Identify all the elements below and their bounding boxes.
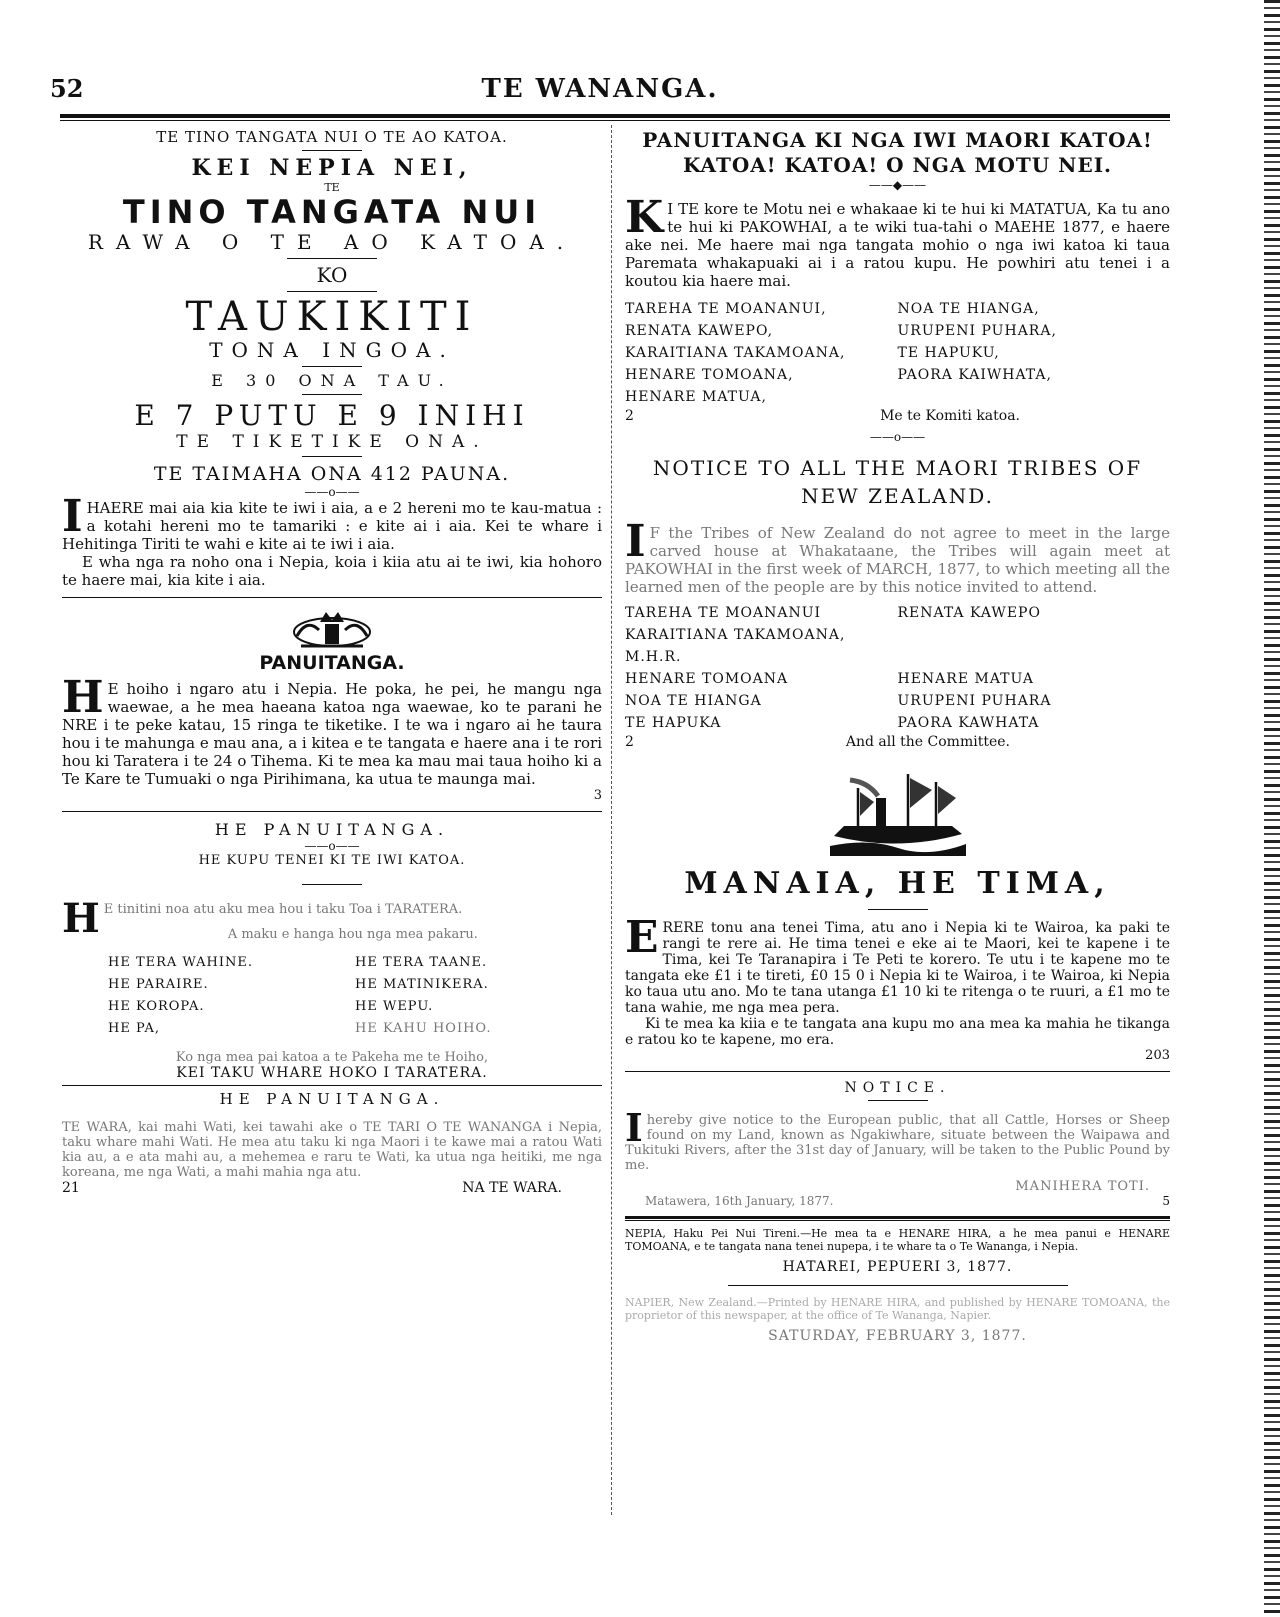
notice-signoff [625,734,1170,750]
giant-height: E 7 PUTU E 9 INIHI [134,399,530,432]
notice-body: TE WARA, kai mahi Wati, kei tawahi ake o TE TARI O TE WANANGA i Nepia, taku whare mahi Wati. He mea atu taku ki nga Maori i te kawe mai a ratou Wati kia au, a e ata mahi au, a mehemea e raru te Wati, ka utua nga heitiki, me nga koreana, me nga Wati, a mahi mahia nga atu. [62,1120,602,1180]
rule [728,1285,1068,1286]
imprint [625,1227,1170,1344]
committee-line: And all the Committee. [845,734,1010,750]
notice-body: E tinitini noa atu aku mea hou i taku Toa i TARATERA. [103,902,463,917]
dateline: Matawera, 16th January, 1877. [645,1194,834,1208]
hui-notice-maori [625,128,1170,444]
rule [302,366,362,367]
lost-horse-notice [62,606,602,803]
right-column [625,128,1170,1344]
notice-body: I TE kore te Motu nei e whakaae ki te hui ki MATATUA, Ka tu ano te hui ki PAKOWHAI, a te wiki tua-tahi o MAEHE 1877, e haere ake nei. Me haere mai nga tangata mohio o nga iwi katoa ki taua Paremata whakapuaki ai i a ratou kupu. He powhiri atu tenei i a koutou kia haere mai. [625,200,1170,290]
list-item: TE HAPUKA [625,715,722,731]
ad-number: 203 [1145,1048,1170,1063]
notice-title: NOTICE. [844,1080,951,1096]
giant-ad-te: TE [324,181,340,194]
imprint-text-english: NAPIER, New Zealand.—Printed by HENARE HIRA, and published by HENARE TOMOANA, the proprietor of this newspaper, at the office of Te Wananga, Napier. [625,1296,1170,1322]
rule [302,456,362,457]
notice-subtitle: HE KUPU TENEI KI TE IWI KATOA. [198,853,466,868]
drop-cap: E [625,912,659,963]
column-divider [611,125,612,1515]
section-rule [62,597,602,598]
list-item: KARAITIANA TAKAMOANA, M.H.R. [625,627,846,665]
notice-title: PANUITANGA. [259,652,405,674]
page-number: 52 [50,74,84,103]
drop-cap: I [62,491,83,542]
rule [868,909,928,910]
drop-cap: H [62,672,104,723]
imprint-date-english: SATURDAY, FEBRUARY 3, 1877. [768,1328,1027,1344]
drop-cap: I [625,1105,643,1150]
list-item: KARAITIANA TAKAMOANA, [625,345,846,361]
masthead-rule-thin [60,120,1170,121]
list-item: HE TERA WAHINE. [108,955,253,970]
ad-number: 3 [593,788,602,803]
imprint-date: HATAREI, PEPUERI 3, 1877. [782,1259,1013,1275]
notice-signoff [625,408,1170,424]
list-item: HENARE TOMOANA [625,671,789,687]
watchmaker-notice [62,1090,602,1196]
rule [302,394,362,395]
rule [868,1100,928,1101]
notice-body: F the Tribes of New Zealand do not agree to meet in the large carved house at Whakataane, the Tribes will again meet at PAKOWHAI in the first week of MARCH, 1877, to which meeting all the learned men of the people are by this notice invited to attend. [625,524,1170,596]
list-item: TAREHA TE MOANANUI, [625,301,827,317]
list-item: NOA TE HIANGA, [897,301,1040,317]
list-item: URUPENI PUHARA [897,693,1052,709]
list-item: TAREHA TE MOANANUI [625,605,822,621]
list-item: HE TERA TAANE. [355,955,488,970]
list-item: HE PA, [108,1021,161,1036]
giant-ad-ko: KO [316,263,348,287]
rule [287,291,377,292]
list-item: HENARE MATUA, [625,389,767,405]
section-rule [625,1071,1170,1072]
list-item: HENARE TOMOANA, [625,367,794,383]
giant-ad-headline: TINO TANGATA NUI [122,193,542,231]
signature: NA TE WARA. [462,1180,562,1196]
section-rule [62,1085,602,1086]
royal-crest-icon [287,606,377,652]
ornament: ——o—— [304,485,360,499]
notice-body-2: A maku e hanga hou nga mea pakaru. [227,927,478,942]
list-item: PAORA KAWHATA [897,715,1040,731]
list-item: RENATA KAWEPO [897,605,1041,621]
giant-ad [62,128,602,589]
imprint-rule-thin [625,1220,1170,1221]
drop-cap: K [625,192,664,243]
list-item: RENATA KAWEPO, [625,323,774,339]
signatory-list [625,298,1170,408]
ad-number: 21 [62,1180,80,1196]
notice-footer-2: KEI TAKU WHARE HOKO I TARATERA. [176,1065,488,1081]
ornament: ——o—— [304,839,360,853]
steamer-notice [625,768,1170,1063]
steamship-icon [828,768,968,858]
left-column [62,128,602,1196]
notice-body-2: Ki te mea ka kiia e te tangata ana kupu mo ana mea ka mahia he tikanga e ratou ko te kapene, mo era. [625,1016,1170,1048]
hui-notice-english [625,454,1170,750]
signature: MANIHERA TOTI. [1015,1179,1150,1194]
ad-number: 5 [1162,1194,1170,1208]
notice-title: HE PANUITANGA. [214,820,450,839]
list-item: NOA TE HIANGA [625,693,762,709]
giant-height-sub: TE TIKETIKE ONA. [176,432,488,452]
notice-title: HE PANUITANGA. [219,1090,445,1108]
notice-title: NOTICE TO ALL THE MAORI TRIBES OF NEW ZEALAND. [652,456,1143,508]
imprint-rule-thick [625,1216,1170,1219]
list-item [898,386,1171,408]
notice-body: hereby give notice to the European public, that all Cattle, Horses or Sheep found on my Land, known as Ngakiwhare, situate between the Waipawa and Tukituki Rivers, after the 31st day of January, will be taken to the Public Pound by me. [625,1113,1170,1173]
list-item: HE WEPU. [355,999,434,1014]
giant-weight: TE TAIMAHA ONA 412 PAUNA. [153,463,511,485]
notice-footer: Ko nga mea pai katoa a te Pakeha me te Hoiho, [175,1050,489,1065]
giant-ad-location: KEI NEPIA NEI, [191,155,473,181]
giant-ad-kicker: TE TINO TANGATA NUI O TE AO KATOA. [156,128,508,146]
signatory-list [625,602,1170,734]
giant-ad-body-2: E wha nga ra noho ona i Nepia, koia i kiia atu ai te iwi, kia hohoro te haere mai, kia kite i aia. [62,553,602,589]
drop-cap: H [62,895,100,942]
rule [302,884,362,885]
ad-number: 2 [625,408,634,424]
list-item [898,624,1171,668]
rule [302,150,362,151]
masthead-rule-thick [60,114,1170,118]
item-list [62,952,602,1040]
giant-age: E 30 ONA TAU. [211,371,453,390]
ornament: ——o—— [869,430,926,444]
giant-name-sub: TONA INGOA. [209,338,455,362]
notice-body: E hoiho i ngaro atu i Nepia. He poka, he pei, he mangu nga waewae, a he mea haeana katoa nga waewae, ko te parani he NRE i te peke katau, 15 ringa te tiketike. I te wa i ngaro ai he taura hou i te mahunga e mau ana, a i kitea e te tangata e haere ana i te rori hou ki Taratera i te 24 o Tihema. Ki te mea ka mau mai taua hoiho ki a Te Kare te Tumuaki o nga Pirihimana, ka utua te maunga mai. [62,680,602,788]
notice-title: PANUITANGA KI NGA IWI MAORI KATOA! KATOA! KATOA! O NGA MOTU NEI. [642,128,1153,177]
ad-number: 2 [625,734,634,750]
drop-cap: I [625,516,646,567]
imprint-text: NEPIA, Haku Pei Nui Tireni.—He mea ta e HENARE HIRA, a he mea panui e HENARE TOMOANA, e te tangata nana tenei nupepa, i te whare ta o Te Wananga, i Nepia. [625,1227,1170,1253]
saddlery-notice [62,820,602,1081]
pound-notice [625,1080,1170,1208]
list-item: URUPENI PUHARA, [897,323,1057,339]
rule [287,258,377,259]
giant-ad-subheadline: RAWA O TE AO KATOA. [87,230,577,254]
committee-line: Me te Komiti katoa. [880,408,1020,424]
list-item: HENARE MATUA [897,671,1034,687]
giant-ad-body: HAERE mai aia kia kite te iwi i aia, a e 2 hereni mo te kau-matua : a kotahi hereni mo te tamariki : e kite ai i aia. Kei te whare i Hehitinga Tiriti te wahi e kite ai te iwi i aia. [62,499,602,553]
list-item: PAORA KAIWHATA, [897,367,1052,383]
giant-name: TAUKIKITI [185,294,479,340]
list-item: TE HAPUKU, [897,345,1000,361]
notice-signoff [645,1194,1170,1208]
list-item: HE KOROPA. [108,999,205,1014]
notice-title: MANAIA, HE TIMA, [684,866,1111,901]
list-item: HE MATINIKERA. [355,977,489,992]
list-item: HE KAHU HOIHO. [355,1021,492,1036]
notice-body: RERE tonu ana tenei Tima, atu ano i Nepia ki te Wairoa, ka paki te rangi te rere ai. He tima tenei e eke ai te Maori, kei te kapene i te Tima, kei Te Taranapira i Te Peti te korero. Te utu i te kapene mo te tangata eke £1 i te tireti, £0 15 0 i Nepia ki te Wairoa, i te Wairoa, ki Nepia ko taua utu ano. Mo te tana utanga £1 10 ki te ritenga o te ruuri, a £1 mo te tana wahie, me nga mea pera. [625,920,1170,1016]
notice-signoff [62,1180,602,1196]
ornament: ——◆—— [868,178,927,192]
section-rule [62,811,602,812]
list-item: HE PARAIRE. [108,977,209,992]
scan-edge [1264,0,1280,1617]
masthead-title: TE WANANGA. [481,74,719,104]
